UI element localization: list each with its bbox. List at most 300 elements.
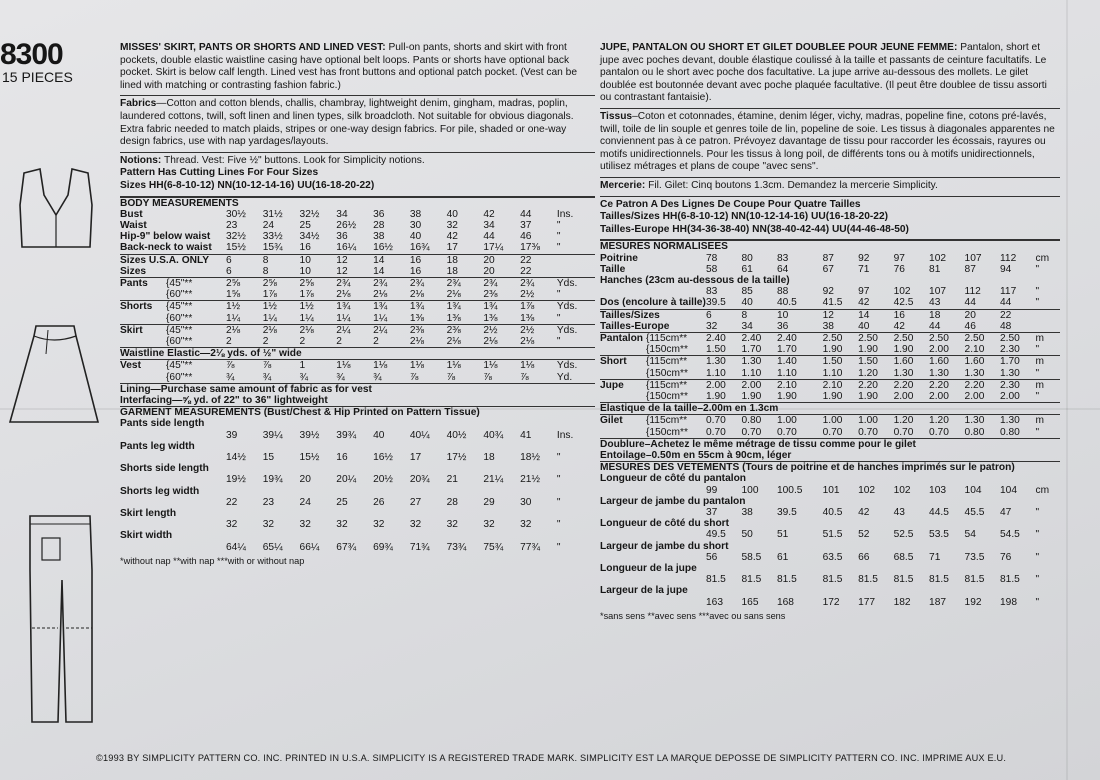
table-row [600, 585, 1060, 596]
cell-value: 0.70 [929, 426, 949, 438]
cell-value: 2.00 [1000, 390, 1020, 402]
table-row [120, 486, 595, 497]
cell-value: 58.5 [741, 551, 762, 563]
french-measurements-table [600, 240, 1060, 608]
cell-value: 26 [373, 496, 385, 508]
fr-sizes-line: Tailles/Sizes HH(6-8-10-12) NN(10-12-14-16) UU(16-18-20-22) [600, 211, 889, 223]
cell-value: 20 [965, 309, 1000, 321]
row-label: Largeur de la jupe [600, 585, 688, 597]
cell-value: 44.5 [929, 506, 949, 518]
cell-value: 18 [447, 254, 484, 266]
cell-value: 32 [483, 519, 495, 531]
cell-value: 32 [336, 519, 348, 531]
cell-value: 1⅜ [446, 312, 461, 324]
cell-value: 1 [300, 360, 337, 372]
cell-value: 1.90 [858, 390, 878, 402]
cell-value: 1¾ [447, 301, 484, 313]
row-label: Shorts leg width [120, 485, 200, 497]
table-row [600, 541, 1060, 552]
unit-label: Yds. [557, 301, 595, 313]
cell-value: 1.30 [893, 367, 914, 379]
cell-value: 24 [262, 219, 275, 231]
cell-value: 102 [858, 484, 876, 496]
cell-value: 14 [373, 254, 410, 266]
cell-value: 2.50 [965, 332, 1000, 344]
table-row [600, 450, 1060, 462]
cell-value: 2.10 [777, 379, 823, 391]
fabrics-block [120, 96, 595, 152]
row-label: Skirt width [120, 530, 173, 542]
cell-value: 81.5 [858, 574, 878, 586]
english-footnote: *without nap **with nap ***with or without nap [120, 555, 305, 566]
description-title: MISSES' SKIRT, PANTS OR SHORTS AND LINED VEST: [120, 42, 386, 53]
cell-value: 81.5 [741, 574, 762, 586]
cell-value: 32 [226, 519, 238, 531]
spacer [120, 542, 226, 553]
table-row [120, 372, 595, 384]
spacer [120, 452, 226, 463]
cell-value: 80 [741, 252, 753, 264]
cell-value: 88 [776, 286, 789, 298]
spacer [600, 507, 706, 518]
row-label: Shorts side length [120, 463, 209, 475]
cell-value: 42 [893, 320, 905, 332]
cell-value: 8 [262, 265, 269, 277]
section-title: BODY MEASUREMENTS [120, 197, 595, 209]
cell-value: 2 [226, 335, 232, 347]
cell-value: 2.10 [964, 344, 985, 356]
cell-value: 66 [858, 551, 870, 563]
cell-value: 76 [893, 263, 905, 275]
cell-value: 16 [409, 265, 422, 277]
unit-label [557, 266, 595, 278]
cell-value: 102 [893, 484, 911, 496]
piece-count: 15 PIECES [2, 69, 73, 85]
unit-label: " [1035, 506, 1040, 518]
cell-value: 1½ [226, 301, 263, 313]
row-label: Back-neck to waist [120, 242, 212, 254]
cell-value: 42 [858, 506, 870, 518]
cell-value: 1.10 [741, 367, 762, 379]
table-row [120, 266, 595, 278]
unit-label: " [1035, 551, 1040, 563]
cell-value: 1.00 [858, 415, 893, 427]
interfacing-row: Interfacing—⅝ yd. of 22" to 36" lightweight [120, 394, 328, 406]
cell-value: 2.00 [964, 390, 985, 402]
cell-value: 63.5 [822, 551, 843, 563]
unit-label: " [556, 452, 561, 463]
cell-value: 30 [520, 496, 532, 508]
cell-value: 32 [409, 519, 422, 531]
cell-value: 112 [964, 286, 981, 298]
cell-value: 67 [822, 263, 834, 275]
cell-value: 187 [929, 596, 947, 608]
fabric-width: {150cm** [646, 390, 688, 402]
cell-value: 2.00 [893, 390, 914, 402]
cell-value: 81.5 [822, 574, 843, 586]
table-row [120, 519, 595, 530]
cell-value: 81.5 [776, 574, 797, 586]
table-row [600, 403, 1060, 415]
cell-value: 48 [1000, 320, 1012, 332]
cell-value: 2.20 [965, 379, 1000, 391]
table-row [600, 356, 1060, 368]
table-row [600, 391, 1060, 403]
cell-value: 1.90 [741, 390, 762, 402]
table-row [120, 463, 595, 474]
cell-value: 2.00 [741, 379, 776, 391]
cell-value: 40½ [446, 429, 467, 441]
cell-value: 2.00 [929, 390, 949, 402]
table-row [600, 415, 1060, 427]
cell-value: 2.50 [1000, 332, 1035, 344]
cell-value: 2⅛ [300, 324, 337, 336]
cell-value: 2.00 [929, 344, 949, 356]
cell-value: 2.10 [823, 379, 858, 391]
cell-value: 16½ [373, 452, 393, 463]
cell-value: 77¾ [520, 541, 540, 553]
cell-value: 2¼ [336, 324, 373, 336]
cell-value: 20½ [373, 474, 393, 486]
fr-description-block [600, 40, 1060, 109]
table-row [600, 552, 1060, 563]
table-row [120, 497, 595, 508]
cell-value: 104 [1000, 484, 1018, 496]
cell-value: 1.90 [893, 344, 914, 356]
cell-value: 1¾ [373, 301, 410, 313]
cell-value: 2⅛ [226, 324, 263, 336]
cell-value: 2¾ [447, 277, 484, 289]
table-row [120, 418, 595, 429]
cell-value: 38 [373, 231, 385, 243]
section-title: GARMENT MEASUREMENTS (Bust/Chest & Hip Printed on Pattern Tissue) [120, 407, 595, 419]
cell-value: 18 [483, 452, 495, 463]
table-row [120, 360, 595, 372]
cell-value: 64¼ [226, 541, 246, 553]
cell-value: 107 [964, 252, 982, 264]
cell-value: 16½ [373, 242, 393, 254]
cell-value: 16 [299, 242, 311, 254]
cell-value: 32½ [226, 231, 246, 243]
sizes-line: Sizes HH(6-8-10-12) NN(10-12-14-16) UU(16-18-20-22) [120, 179, 375, 191]
cell-value: 46 [520, 231, 532, 243]
cell-value: 16¾ [409, 242, 430, 254]
cell-value: 52 [858, 529, 870, 541]
row-label: Largeur de jambe du pantalon [600, 495, 746, 507]
cell-value: 30½ [226, 208, 246, 220]
cell-value: 15¾ [262, 242, 283, 254]
cell-value: 54 [964, 529, 976, 541]
cell-value: 15½ [299, 452, 320, 463]
cell-value: 21½ [520, 474, 540, 486]
cell-value: 32 [262, 519, 275, 531]
interfacing-row: Entoilage–0.50m en 55cm à 90cm, léger [600, 449, 792, 461]
cell-value: 14 [858, 309, 893, 321]
cell-value: 1¼ [262, 312, 277, 324]
row-label: Pants [120, 277, 166, 289]
cell-value: 81.5 [706, 574, 726, 586]
cell-value: ⅞ [446, 371, 456, 383]
cell-value: 8 [263, 254, 300, 266]
cell-value: 8 [741, 309, 776, 321]
row-label: Waist [120, 219, 147, 231]
cell-value: 2 [262, 335, 269, 347]
unit-label: " [556, 289, 561, 301]
cell-value: 51 [776, 529, 789, 541]
mercerie-block [600, 178, 1060, 197]
english-measurements-table [120, 197, 595, 553]
cell-value: 36 [373, 208, 385, 220]
cell-value: 1¼ [299, 312, 314, 324]
cell-value: 2⅛ [483, 335, 498, 347]
cell-value: 1.90 [822, 344, 843, 356]
cell-value: 46 [964, 320, 976, 332]
cell-value: 85 [741, 286, 753, 298]
cell-value: 192 [964, 596, 982, 608]
fabric-width: {60"** [166, 289, 193, 301]
cell-value: 0.70 [822, 426, 843, 438]
unit-label: " [1035, 426, 1040, 438]
cell-value: 40¼ [409, 429, 430, 441]
cell-value: 2.40 [777, 332, 823, 344]
cell-value: 34½ [299, 231, 320, 243]
cell-value: 1½ [300, 301, 337, 313]
cell-value: 69¾ [373, 541, 393, 553]
cell-value: 2⅜ [483, 289, 498, 301]
cell-value: ¾ [299, 371, 309, 383]
cell-value: 32 [520, 519, 532, 531]
cell-value: 41 [520, 429, 532, 441]
cell-value: 75¾ [483, 541, 504, 553]
copyright-line: ©1993 BY SIMPLICITY PATTERN CO. INC. PRINTED IN U.S.A. SIMPLICITY IS A REGISTERED TRADE MARK. SIMPLICITY EST LA MARQUE DEPOSSE DE SIMPLICITY PATTERN CO. INC. IMPRIME AUX E.U. [96, 753, 1007, 763]
cell-value: 42 [446, 231, 458, 243]
cell-value: 42 [483, 208, 495, 220]
cell-value: 32½ [299, 208, 320, 220]
table-row [120, 348, 595, 360]
unit-label [1036, 309, 1061, 321]
cell-value: 1.10 [776, 367, 797, 379]
cell-value: 41.5 [822, 297, 843, 309]
table-row [120, 530, 595, 541]
cutting-lines-note: Pattern Has Cutting Lines For Four Sizes [120, 167, 319, 179]
cell-value: 1.90 [776, 390, 797, 402]
cell-value: 100 [741, 484, 759, 496]
cell-value: 1⅞ [299, 289, 314, 301]
cell-value: 1⅜ [520, 312, 535, 324]
cell-value: 0.70 [893, 426, 914, 438]
cell-value: 81.5 [893, 574, 914, 586]
cell-value: 22 [226, 496, 238, 508]
cell-value: 22 [1000, 309, 1035, 321]
table-row [120, 430, 595, 441]
spacer [600, 286, 706, 297]
cell-value: 1.20 [929, 415, 964, 427]
mercerie-text: Fil. Gilet: Cinq boutons 1.3cm. Demandez la mercerie Simplicity. [648, 179, 938, 191]
cell-value: 44 [520, 208, 532, 220]
table-row [600, 597, 1060, 608]
cell-value: 2.30 [1000, 379, 1035, 391]
cell-value: ¾ [226, 371, 235, 383]
cell-value: 78 [706, 252, 718, 264]
cell-value: 99 [706, 484, 718, 496]
mercerie-label: Mercerie: [600, 179, 646, 191]
cell-value: 1.90 [858, 344, 878, 356]
cell-value: 1½ [263, 301, 300, 313]
cell-value: 54.5 [1000, 529, 1020, 541]
row-label [120, 313, 166, 325]
unit-label [557, 254, 595, 266]
row-label: Shorts [120, 301, 166, 313]
cell-value: 39.5 [706, 297, 726, 309]
table-row [600, 275, 1060, 286]
cell-value: 50 [741, 529, 753, 541]
cell-value: 34 [483, 219, 495, 231]
cell-value: 44 [483, 231, 495, 243]
cell-value: 1¼ [336, 312, 351, 324]
table-row [120, 277, 595, 289]
cell-value: 12 [336, 254, 373, 266]
unit-label: m [1036, 332, 1061, 344]
cell-value: 1⅜ [483, 312, 498, 324]
cell-value: 40¾ [483, 429, 504, 441]
cell-value: 2⅛ [336, 289, 351, 301]
cell-value: 107 [929, 286, 947, 298]
cell-value: 58 [706, 263, 718, 275]
section-title-row [120, 407, 595, 419]
cell-value: 40.5 [776, 297, 797, 309]
cell-value: 2¾ [373, 277, 410, 289]
cell-value: 163 [706, 596, 723, 608]
cell-value: 1.30 [1000, 415, 1035, 427]
cell-value: 1.70 [741, 344, 762, 356]
cell-value: 36 [336, 231, 348, 243]
row-label: Skirt length [120, 508, 177, 520]
cell-value: 36 [776, 320, 789, 332]
unit-label: " [1035, 390, 1040, 402]
table-row [600, 368, 1060, 380]
row-label: Pantalon [600, 332, 646, 344]
vest-sketch [6, 165, 106, 255]
cell-value: 1.10 [706, 367, 726, 379]
cell-value: 102 [893, 286, 911, 298]
cell-value: 83 [776, 252, 789, 264]
unit-label: " [1035, 286, 1040, 298]
cell-value: 34 [741, 320, 753, 332]
row-label [600, 368, 646, 380]
cell-value: 172 [822, 596, 840, 608]
cell-value: 2.50 [823, 332, 858, 344]
cell-value: 97 [858, 286, 870, 298]
fabric-width: {60"** [166, 312, 193, 324]
cell-value: 1⅛ [373, 360, 410, 372]
row-label: Tailles-Europe [600, 320, 670, 332]
cell-value: 2¾ [483, 277, 520, 289]
cell-value: 38 [409, 208, 422, 220]
row-label: Pants side length [120, 418, 205, 430]
cell-value: 1¼ [373, 312, 388, 324]
cell-value: 24 [299, 496, 311, 508]
unit-label: " [556, 335, 561, 347]
cell-value: 53.5 [929, 529, 949, 541]
description-block [120, 40, 595, 96]
cell-value: 39 [226, 429, 238, 441]
cell-value: 1.30 [706, 356, 741, 368]
cell-value: 2¼ [373, 324, 410, 336]
cell-value: 10 [777, 309, 823, 321]
cell-value: 28 [446, 496, 458, 508]
cell-value: 71 [858, 263, 870, 275]
cell-value: 42.5 [893, 297, 914, 309]
unit-label: Ins. [556, 208, 574, 220]
cell-value: 39½ [299, 429, 320, 441]
cell-value: 32 [446, 519, 458, 531]
row-label: Longueur de côté du short [600, 518, 730, 530]
description-text: Pull-on pants, shorts and skirt with front pockets, double elastic waistline casing have optional belt loops. Pants or shorts have optional back pocket. Skirt is below calf length. Lined vest has front buttons and optional patch pocket. (Vest can be lined with matching or contrasting fashion fabric.) [120, 42, 578, 91]
cell-value: 0.70 [776, 426, 797, 438]
section-title-row [600, 241, 1060, 253]
unit-label: " [1035, 263, 1040, 275]
row-label [600, 391, 646, 403]
unit-label: cm [1035, 252, 1050, 264]
row-label: Longueur de la jupe [600, 563, 697, 574]
cell-value: 30 [409, 219, 422, 231]
spacer [600, 574, 706, 585]
cell-value: 17 [409, 452, 422, 463]
cell-value: 15½ [226, 242, 246, 254]
unit-label: " [1035, 574, 1040, 586]
table-row [120, 220, 595, 231]
cell-value: 2.20 [929, 379, 964, 391]
unit-label: Ins. [556, 429, 574, 441]
cell-value: 17⅜ [520, 242, 540, 254]
table-row [600, 309, 1060, 321]
row-label: Longueur de côté du pantalon [600, 473, 747, 485]
table-row [120, 452, 595, 463]
cell-value: 39¼ [262, 429, 283, 441]
fabric-width: {60"** [166, 335, 193, 347]
section-title-row [600, 462, 1060, 474]
cell-value: 37 [706, 506, 718, 518]
row-label: Taille [600, 263, 626, 275]
cell-value: 22 [520, 265, 532, 277]
spacer [600, 529, 706, 540]
spacer [120, 497, 226, 508]
cell-value: 1⅛ [447, 360, 484, 372]
unit-label: Yd. [556, 371, 573, 383]
cell-value: 2.20 [858, 379, 893, 391]
table-row [120, 441, 595, 452]
cell-value: 1.30 [1000, 367, 1020, 379]
cell-value: 1.30 [929, 367, 949, 379]
spacer [120, 430, 226, 441]
row-label [600, 427, 646, 439]
unit-label: " [556, 242, 561, 254]
cell-value: 103 [929, 484, 947, 496]
table-row [600, 344, 1060, 356]
row-label: Largeur de jambe du short [600, 540, 729, 552]
cell-value: 165 [741, 596, 759, 608]
cell-value: 2.40 [741, 332, 776, 344]
section-title: MESURES DES VETEMENTS (Tours de poitrine et de hanches imprimés sur le patron) [600, 462, 1060, 474]
cell-value: 44 [929, 320, 941, 332]
cell-value: 49.5 [706, 529, 726, 541]
row-label: Bust [120, 208, 143, 220]
table-row [600, 297, 1060, 309]
cell-value: 1.50 [858, 356, 893, 368]
cell-value: 2½ [520, 324, 557, 336]
cell-value: ¾ [373, 371, 382, 383]
cell-value: 44 [1000, 297, 1012, 309]
